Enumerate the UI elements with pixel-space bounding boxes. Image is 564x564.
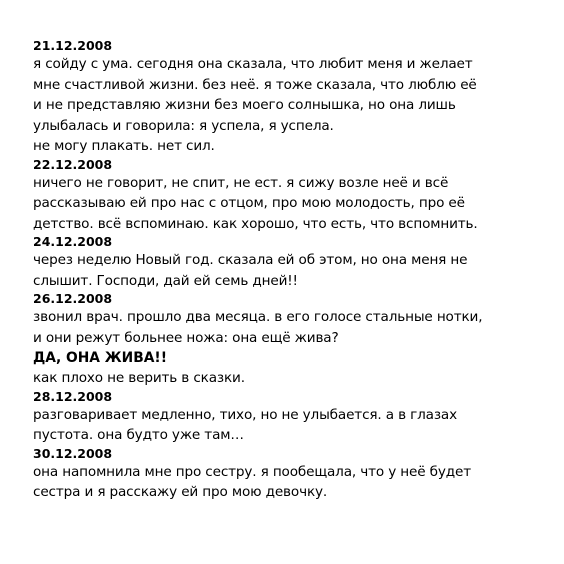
diary-entry xyxy=(33,389,544,446)
entry-date: 24.12.2008 xyxy=(33,234,113,249)
diary-entry xyxy=(33,446,544,503)
entry-line: через неделю Новый год. сказала ей об этом, но она меня не xyxy=(33,252,468,268)
entry-line: улыбалась и говорила: я успела, я успела. xyxy=(33,117,334,134)
entry-date: 26.12.2008 xyxy=(33,291,113,306)
entry-date: 28.12.2008 xyxy=(33,388,113,404)
entry-date: 30.12.2008 xyxy=(33,445,113,461)
entry-date: 22.12.2008 xyxy=(33,156,113,172)
entry-line: звонил врач. прошло два месяца. в его голосе стальные нотки, xyxy=(33,309,483,325)
entry-line: разговаривает медленно, тихо, но не улыбается. а в глазах xyxy=(33,406,458,423)
diary-entry xyxy=(33,234,544,291)
entry-line: слышит. Господи, дай ей семь дней!! xyxy=(33,272,298,289)
entry-line: как плохо не верить в сказки. xyxy=(33,370,245,386)
entry-line: и они режут больнее ножа: она ещё жива? xyxy=(33,329,339,346)
entry-line: пустота. она будто уже там… xyxy=(33,427,244,443)
entry-line: не могу плакать. нет сил. xyxy=(33,138,215,154)
entry-line: сестра и я расскажу ей про мою девочку. xyxy=(33,484,328,500)
entry-emphasis: ДА, ОНА ЖИВА!! xyxy=(33,350,167,366)
entry-line: детство. всё вспоминаю. как хорошо, что есть, что вспомнить. xyxy=(33,215,478,232)
entry-line: и не представляю жизни без моего солнышка, но она лишь xyxy=(33,97,456,113)
diary-entry xyxy=(33,291,544,389)
entry-line: ничего не говорит, не спит, не ест. я сижу возле неё и всё xyxy=(33,174,449,191)
entry-date: 21.12.2008 xyxy=(33,38,113,53)
entry-line: я сойду с ума. сегодня она сказала, что любит меня и желает xyxy=(33,56,473,72)
entry-line: мне счастливой жизни. без неё. я тоже сказала, что люблю её xyxy=(33,76,477,93)
entry-line: рассказываю ей про нас с отцом, про мою молодость, про её xyxy=(33,195,465,211)
diary-entry xyxy=(33,38,544,157)
entry-line: она напомнила мне про сестру. я пообещала, что у неё будет xyxy=(33,463,471,480)
diary-entry xyxy=(33,157,544,235)
